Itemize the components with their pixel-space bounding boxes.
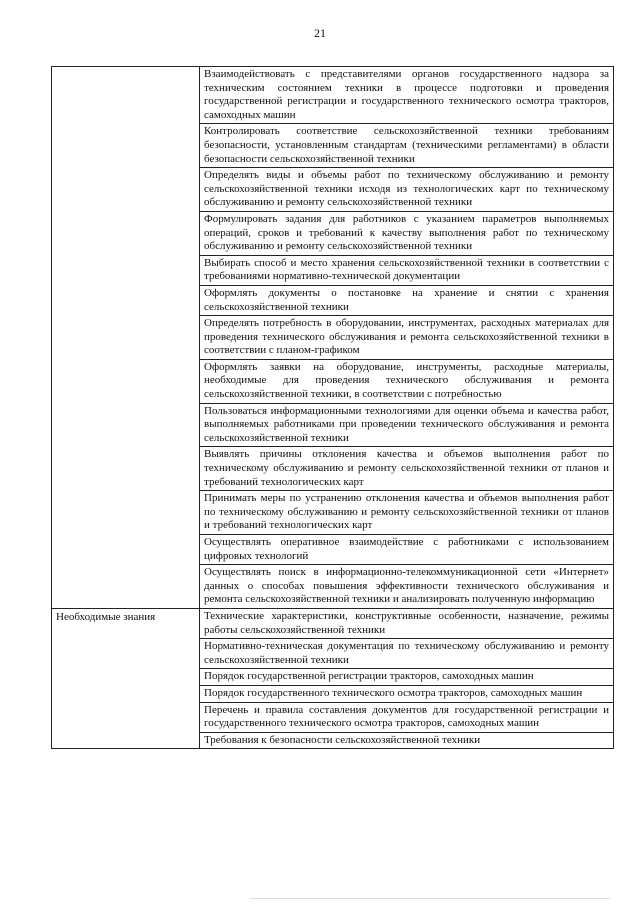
- skill-cell: Оформлять заявки на оборудование, инструменты, расходные материалы, необходимые для проведения технического обслуживания и ремонта сельскохозяйственной техники, в соответствии с потребностью: [200, 359, 614, 403]
- requirements-table: [51, 66, 614, 749]
- skill-cell: Пользоваться информационными технологиями для оценки объема и качества работ, выполняемых работниками при проведении технического обслуживания и ремонта сельскохозяйственной техники: [200, 403, 614, 447]
- knowledge-cell: Технические характеристики, конструктивные особенности, назначение, режимы работы сельскохозяйственной техники: [200, 608, 614, 638]
- knowledge-cell: Порядок государственной регистрации тракторов, самоходных машин: [200, 669, 614, 686]
- knowledge-cell: Перечень и правила составления документов для государственной регистрации и государственного технического осмотра тракторов, самоходных машин: [200, 702, 614, 732]
- page-number: 21: [314, 26, 326, 40]
- skill-cell: Определять виды и объемы работ по техническому обслуживанию и ремонту сельскохозяйственной техники исходя из технологических карт по техническому обслуживанию и ремонту сельскохозяйственной техники: [200, 168, 614, 212]
- knowledge-cell: Нормативно-техническая документация по техническому обслуживанию и ремонту сельскохозяйственной техники: [200, 639, 614, 669]
- page-bottom-rule: [250, 898, 610, 899]
- knowledge-cell: Порядок государственного технического осмотра тракторов, самоходных машин: [200, 685, 614, 702]
- knowledge-label-cell: Необходимые знания: [52, 608, 200, 748]
- skill-cell: Контролировать соответствие сельскохозяйственной техники требованиям безопасности, установленным стандартам (техническими регламентами) в области безопасности сельскохозяйственной техники: [200, 124, 614, 168]
- skill-cell: Оформлять документы о постановке на хранение и снятии с хранения сельскохозяйственной техники: [200, 285, 614, 315]
- skill-cell: Осуществлять поиск в информационно-телекоммуникационной сети «Интернет» данных о способах повышения эффективности технического обслуживания и ремонта сельскохозяйственной техники и анализировать полученную информацию: [200, 565, 614, 609]
- skill-cell: Выбирать способ и место хранения сельскохозяйственной техники в соответствии с требованиями нормативно-технической документации: [200, 255, 614, 285]
- table-row: [52, 67, 614, 124]
- skill-cell: Осуществлять оперативное взаимодействие с работниками с использованием цифровых технологий: [200, 535, 614, 565]
- skill-cell: Выявлять причины отклонения качества и объемов выполнения работ по техническому обслуживанию и ремонту сельскохозяйственной техники от планов и требований технологических карт: [200, 447, 614, 491]
- skill-cell: Формулировать задания для работников с указанием параметров выполняемых операций, сроков и требований к качеству выполнения работ по техническому обслуживанию и ремонту сельскохозяйственной техники: [200, 211, 614, 255]
- skill-cell: Принимать меры по устранению отклонения качества и объемов выполнения работ по техническому обслуживанию и ремонту сельскохозяйственной техники от планов и требований технологических карт: [200, 491, 614, 535]
- knowledge-cell: Требования к безопасности сельскохозяйственной техники: [200, 732, 614, 749]
- table-row: [52, 608, 614, 638]
- skill-cell: Взаимодействовать с представителями органов государственного надзора за техническим состоянием техники в процессе подготовки и проведения государственной регистрации и государственного технического осмотра тракторов, самоходных машин: [200, 67, 614, 124]
- skill-cell: Определять потребность в оборудовании, инструментах, расходных материалах для проведения технического обслуживания и ремонта сельскохозяйственной техники в соответствии с планом-графиком: [200, 316, 614, 360]
- skills-label-cell: [52, 67, 200, 609]
